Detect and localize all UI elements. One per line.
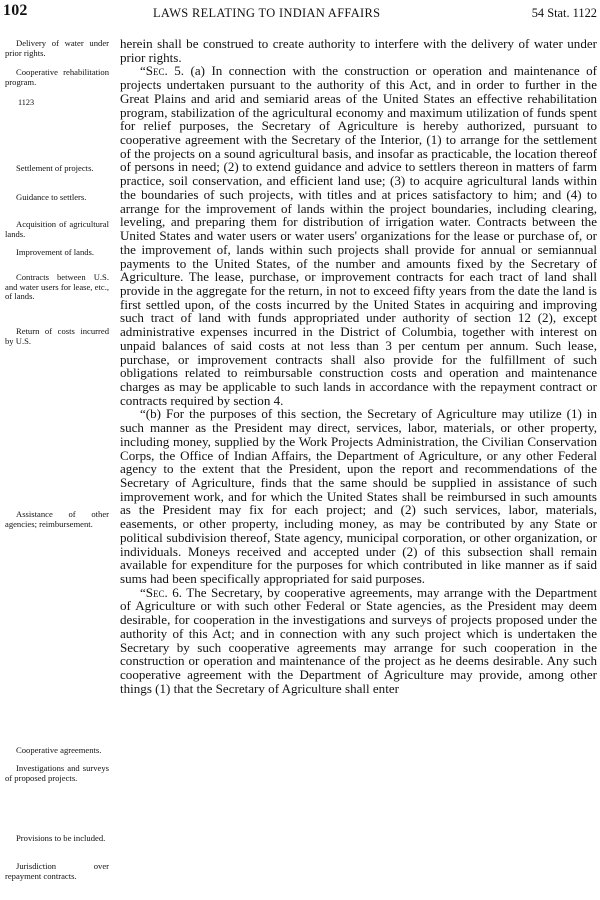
section-6-paragraph: “Sec. 6. The Secretary, by cooperative agreements, may arrange with the Department of Agriculture or with such other Federal or State agencies, as the President may deem desirable, for cooperation in the investigations and surveys of projects proposed under the authority of this Act; and in connection with any such project which is undertaken the Secretary by such cooperative agreements may arrange for such cooperation in the construction or operation and maintenance of the project as he deems desirable. Any such cooperative agreement with the Department of Agriculture may provide, among other things (1) that the Secretary of Agriculture shall enter xyxy=(120,584,597,696)
statute-citation: 54 Stat. 1122 xyxy=(531,6,597,20)
running-title: LAWS RELATING TO INDIAN AFFAIRS xyxy=(153,6,381,20)
margin-note-cooperative-agreements: Cooperative agreements. xyxy=(16,745,102,755)
section-label: Sec. xyxy=(145,63,168,79)
margin-note-jurisdiction: Jurisdiction over repayment contracts. xyxy=(5,861,109,881)
section-label: Sec. xyxy=(145,584,168,600)
margin-notes xyxy=(0,0,112,900)
margin-note-page-reference: 1123 xyxy=(18,98,35,107)
margin-note-acquisition: Acquisition of agricultural lands. xyxy=(5,219,109,239)
margin-note-assistance: Assistance of other agencies; reimbursement. xyxy=(5,509,109,529)
margin-note-investigations: Investigations and surveys of proposed projects. xyxy=(5,763,109,783)
margin-note-guidance: Guidance to settlers. xyxy=(16,192,87,202)
section-5-text: 5. (a) In connection with the construction or operation and maintenance of projects undertaken pursuant to the authority of this Act, and in order to further in the Great Plains and arid and semiarid areas of the United States an effective rehabilitation program, stabilization of the agricultural economy and maximum utilization of funds spent for relief purposes, the Secretary of Agriculture is hereby authorized, pursuant to cooperative agreement with the Secretary of the Interior, (1) to arrange for the settlement of the projects on a sound agricultural basis, and insofar as practicable, the location thereof of persons in need; (2) to extend guidance and advice to settlers thereon in matters of farm practice, soil conservation, and efficient land use; (3) to acquire agricultural lands within the boundaries of such projects, with titles and at prices satisfactory to him; and (4) to arrange for the improvement of lands within the project boundaries, including clearing, leveling, and preparing them for distribution of irrigation water. Contracts between the United States and water users or water users' organizations for the lease or purchase of, or the improvement of, lands within such projects shall provide for annual or semiannual payments to the United States, of the number and amounts fixed by the Secretary of Agriculture. The lease, purchase, or improvement contracts for each tract of land shall provide in the aggregate for the return, in not to exceed fifty years from the date the land is first settled upon, of the costs incurred by the United States in acquiring and improving such tract of land with funds appropriated under authority of section 12 (2), except administrative expenses incurred in the District of Columbia, together with interest on unpaid balances of said costs at not less than 3 per centum per annum. Such lease, purchase, or improvement contracts shall also provide for the fulfillment of such obligations related to reimbursable construction costs and operation and maintenance charges as may be applicable to such lands in accordance with the repayment contract or contracts required by section 4. xyxy=(120,63,597,408)
continued-paragraph: herein shall be construed to create authority to interfere with the delivery of water under prior rights. xyxy=(120,36,597,65)
margin-note-improvement: Improvement of lands. xyxy=(16,247,95,257)
statute-text xyxy=(120,37,597,696)
subsection-b-paragraph: “(b) For the purposes of this section, the Secretary of Agriculture may utilize (1) in such manner as the President may direct, services, labor, materials, or other property, including money, supplied by the Work Projects Administration, the Civilian Conservation Corps, the Office of Indian Affairs, the Department of Agriculture, or any other Federal agency to the extent that the President, upon the report and recommendations of the Secretary of Agriculture, finds that the same should be supplied in assistance of such improvement work, and for which the United States shall be reimbursed in such amounts as the President may fix for each project; and (2) such services, labor, materials, easements, or other property, including money, as may be contributed by any State or political subdivision thereof, State agency, municipal corporation, or other organization, or individuals. Moneys received and accepted under (2) of this subsection shall remain available for expenditure for the purposes for which contributed in like manner as if said sums had been specifically appropriated for said purposes. xyxy=(120,406,597,587)
page-number: 102 xyxy=(3,2,28,19)
margin-note-return-costs: Return of costs incurred by U.S. xyxy=(5,326,109,346)
section-5-paragraph: “Sec. 5. (a) In connection with the construction or operation and maintenance of projects undertaken pursuant to the authority of this Act, and in order to further in the Great Plains and arid and semiarid areas of the United States an effective rehabilitation program, stabilization of the agricultural economy and maximum utilization of funds spent for relief purposes, the Secretary of Agriculture is hereby authorized, pursuant to cooperative agreement with the Secretary of the Interior, (1) to arrange for the settlement of the projects on a sound agricultural basis, and insofar as practicable, the location thereof of persons in need; (2) to extend guidance and advice to settlers thereon in matters of farm practice, soil conservation, and efficient land use; (3) to acquire agricultural lands within the boundaries of such projects, with titles and at prices satisfactory to him; and (4) to arrange for the improvement of lands within the project boundaries, including clearing, leveling, and preparing them for distribution of irrigation water. Contracts between the United States and water users or water users' organizations for the lease or purchase of, or the improvement of, lands within such projects shall provide for annual or semiannual payments to the United States, of the number and amounts fixed by the Secretary of Agriculture. The lease, purchase, or improvement contracts for each tract of land shall provide in the aggregate for the return, in not to exceed fifty years from the date the land is first settled upon, of the costs incurred by the United States in acquiring and improving such tract of land with funds appropriated under authority of section 12 (2), except administrative expenses incurred in the District of Columbia, together with interest on unpaid balances of said costs at not less than 3 per centum per annum. Such lease, purchase, or improvement contracts shall also provide for the fulfillment of such obligations related to reimbursable construction costs and operation and maintenance charges as may be applicable to such lands in accordance with the repayment contract or contracts required by section 4. xyxy=(120,63,597,408)
section-6-text: 6. The Secretary, by cooperative agreements, may arrange with the Department of Agriculture or with such other Federal or State agencies, as the President may deem desirable, for cooperation in the investigations and surveys of projects proposed under the authority of this Act; and in connection with any such project which is undertaken the Secretary by such cooperative agreements may arrange for such cooperation in the construction or operation and maintenance of the project as he deems desirable. Any such cooperative agreement with the Department of Agriculture may provide, among other things (1) that the Secretary of Agriculture shall enter xyxy=(120,584,597,696)
margin-note-provisions: Provisions to be included. xyxy=(16,833,106,843)
margin-note-settlement: Settlement of projects. xyxy=(16,163,94,173)
margin-note-water-rights: Delivery of water under prior rights. xyxy=(5,38,109,58)
margin-note-rehab-program: Cooperative rehabilitation program. xyxy=(5,67,109,87)
margin-note-contracts: Contracts between U.S. and water users for lease, etc., of lands. xyxy=(5,272,109,301)
